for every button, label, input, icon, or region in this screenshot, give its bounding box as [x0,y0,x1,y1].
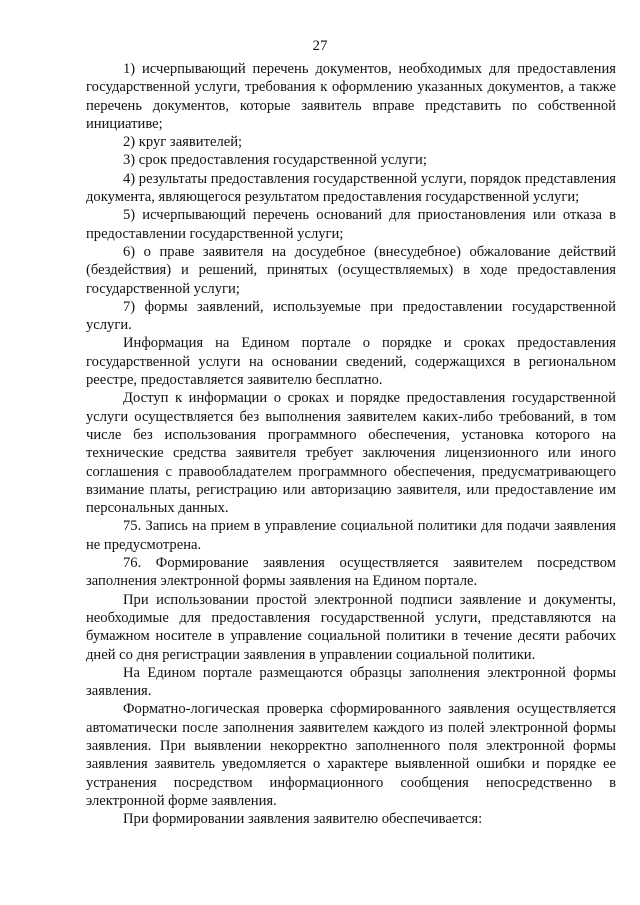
paragraph-simple-signature: При использовании простой электронной подписи заявление и документы, необходимые для предоставления государственной услуги, представляются на бумажном носителе в управление социальной политики в течение десяти рабочих дней со дня регистрации заявления в управлении социальной политики. [86,591,616,663]
paragraph-access-info: Доступ к информации о сроках и порядке предоставления государственной услуги осуществляется без выполнения заявителем каких-либо требований, в том числе без использования программного обеспечения, установка которого на технические средства заявителя требует заключения лицензионного или иного соглашения с правообладателем программного обеспечения, предусматривающего взимание платы, регистрацию или авторизацию заявителя, или предоставление им персональных данных. [86,390,616,517]
list-item-5: 5) исчерпывающий перечень оснований для приостановления или отказа в предоставлении государственной услуги; [86,207,616,242]
list-item-2: 2) круг заявителей; [123,134,243,151]
paragraph-format-check: Форматно-логическая проверка сформированного заявления осуществляется автоматически после заполнения заявителем каждого из полей электронной формы заявления. При выявлении некорректно заполненного поля электронной формы заявления заявитель уведомляется о характере выявленной ошибки и порядке ее устранения посредством информационного сообщения непосредственно в электронной форме заявления. [86,701,616,809]
paragraph-75: 75. Запись на прием в управление социальной политики для подачи заявления не предусмотрена. [86,518,616,553]
list-item-1: 1) исчерпывающий перечень документов, необходимых для предоставления государственной услуги, требования к оформлению указанных документов, а также перечень документов, которые заявитель вправе представить по собственной инициативе; [86,61,616,132]
paragraph-samples: На Едином портале размещаются образцы заполнения электронной формы заявления. [86,664,616,700]
paragraph-forming: При формировании заявления заявителю обеспечивается: [123,811,483,828]
list-item-7: 7) формы заявлений, используемые при предоставлении государственной услуги. [86,298,616,334]
page-number: 27 [312,38,328,54]
list-item-3: 3) срок предоставления государственной услуги; [123,152,427,169]
paragraph-76: 76. Формирование заявления осуществляется заявителем посредством заполнения электронной формы заявления на Едином портале. [86,555,616,590]
list-item-6: 6) о праве заявителя на досудебное (внесудебное) обжалование действий (бездействия) и решений, принятых (осуществляемых) в ходе предоставления государственной услуги; [86,243,616,297]
list-item-4: 4) результаты предоставления государственной услуги, порядок представления документа, являющегося результатом предоставления государственной услуги; [86,170,616,206]
paragraph-portal-info: Информация на Едином портале о порядке и сроках предоставления государственной услуги на основании сведений, содержащихся в региональном реестре, предоставляется заявителю бесплатно. [86,335,616,389]
document-body [86,60,616,828]
